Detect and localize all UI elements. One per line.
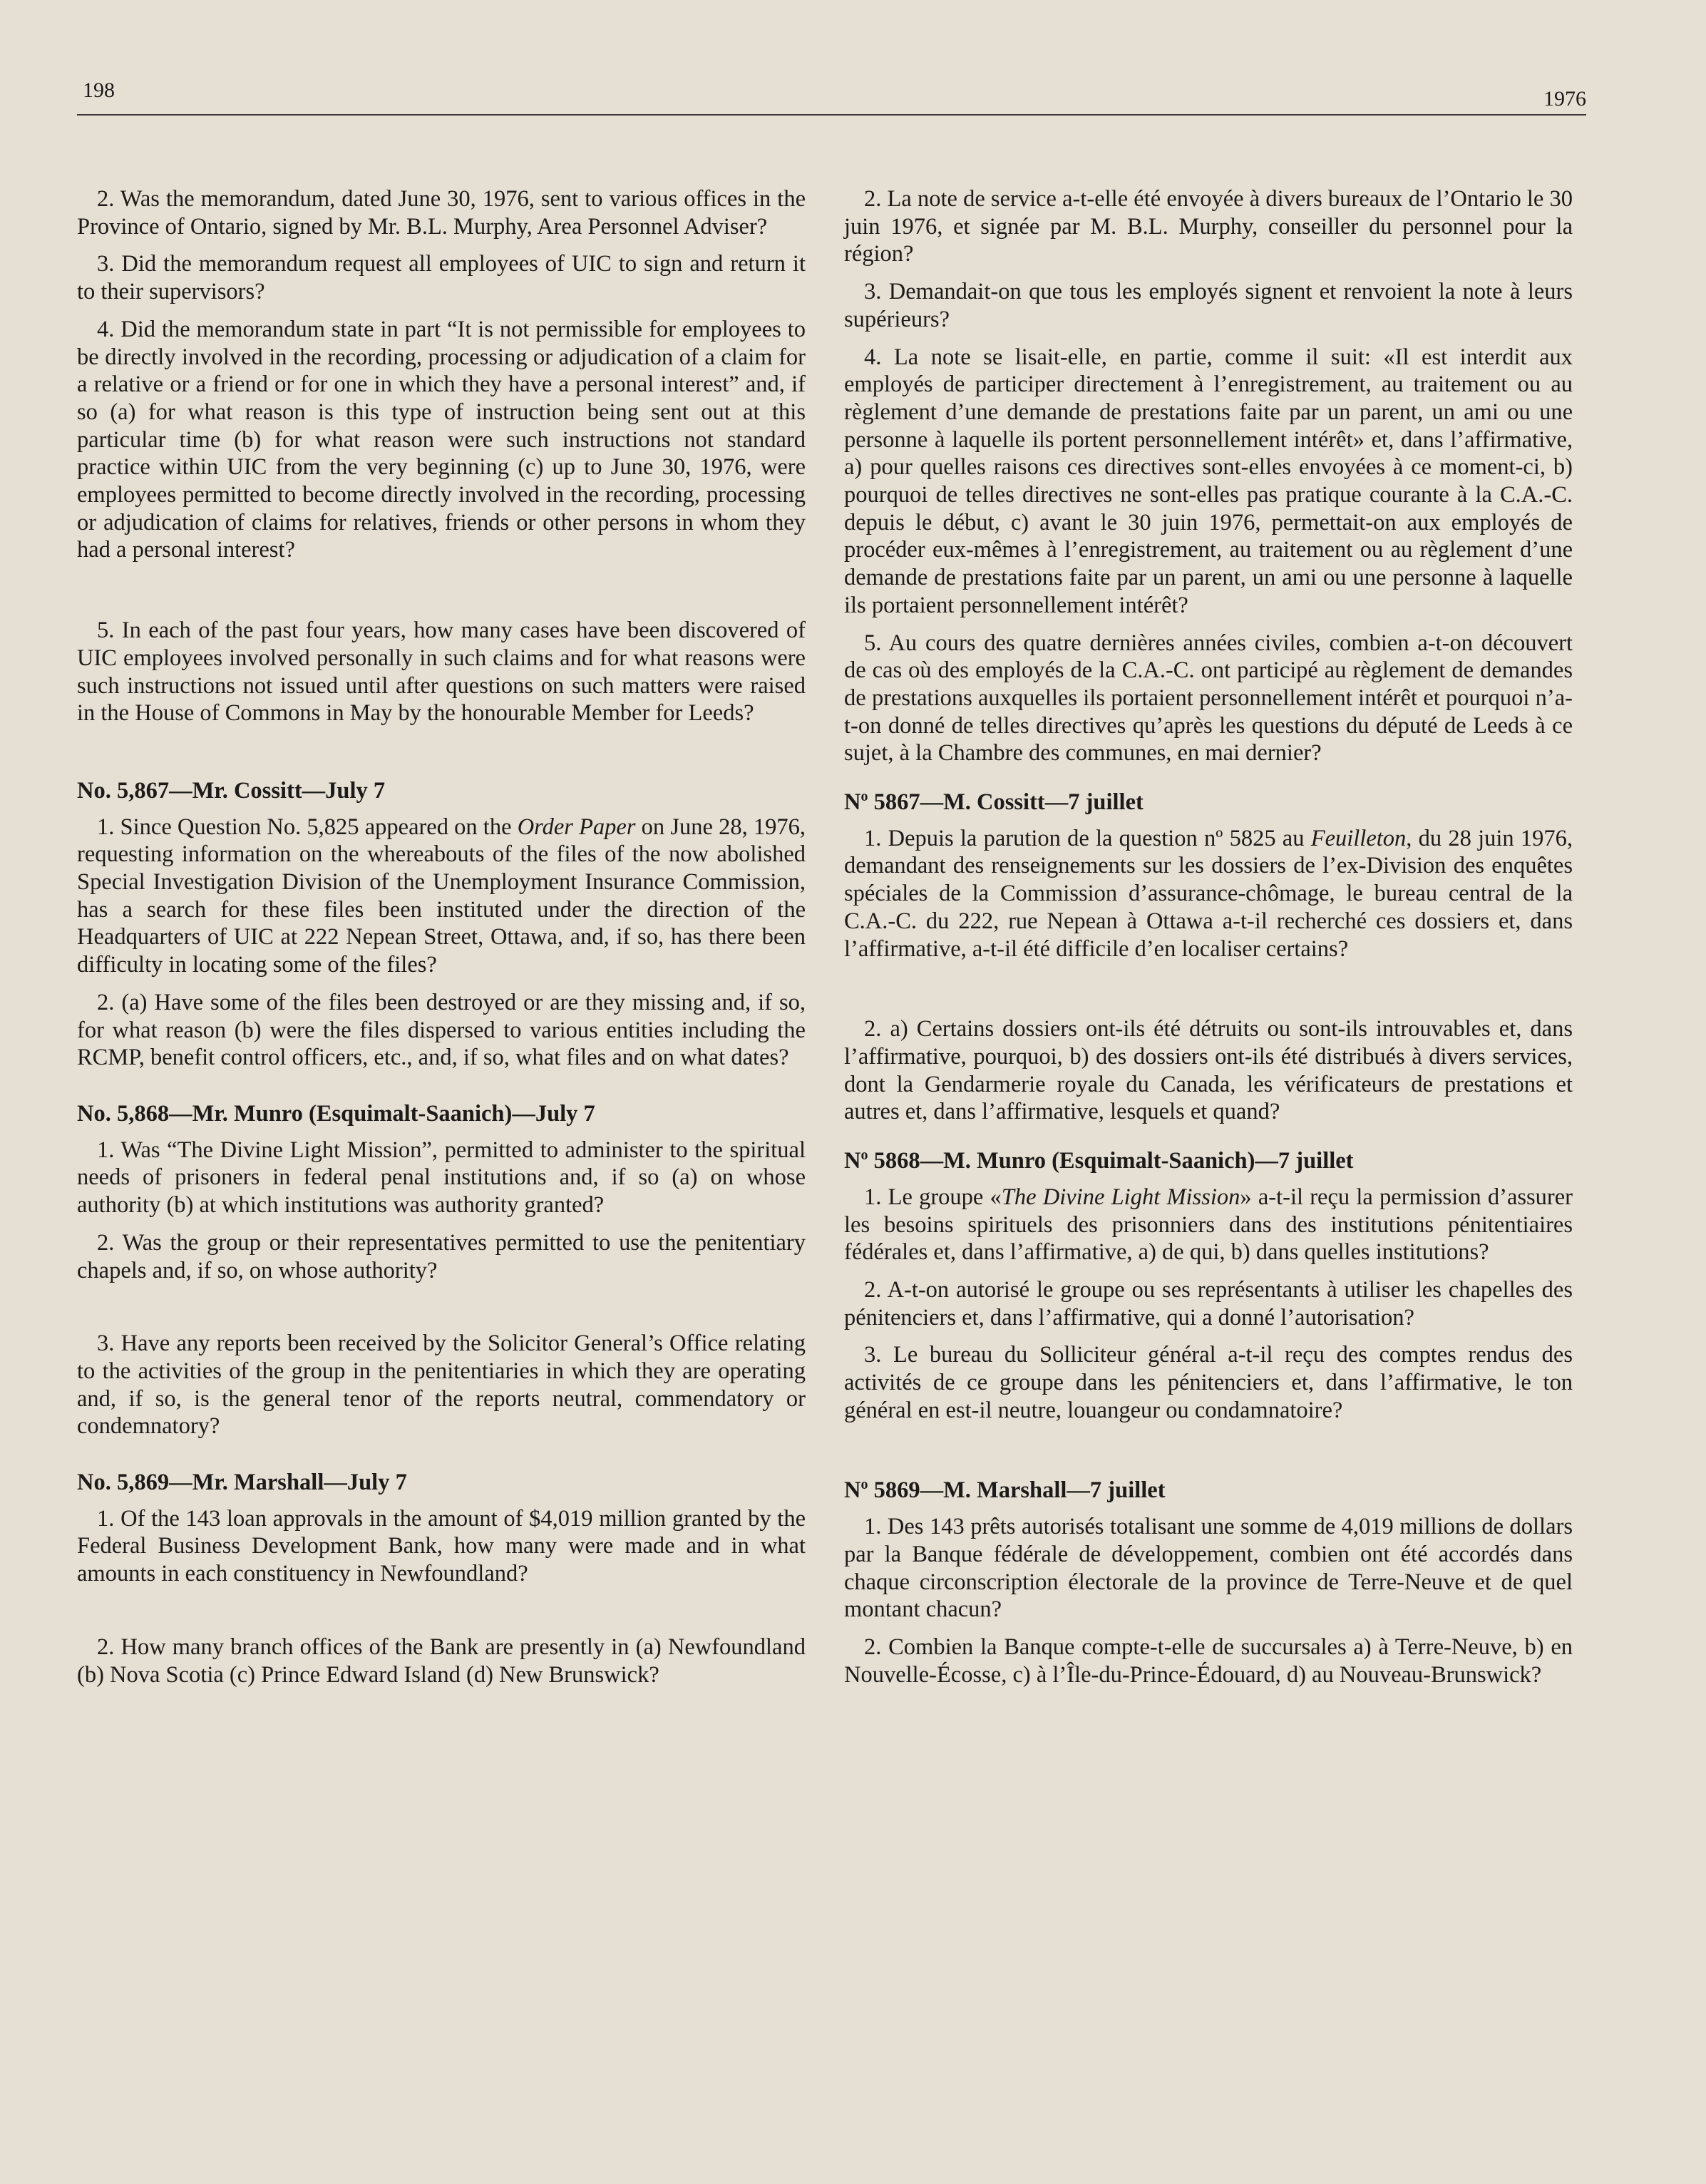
fr-q5868-p1 [844,1184,1573,1266]
french-column [844,178,1573,1688]
fr-q5867-p1-text-b: , du 28 juin 1976, demandant des renseignements sur les dossiers de l’ex-Division des enquêtes spéciales de la Commission d’assurance-chômage, le bureau central de la C.A.-C. du 222, rue Nepean à Ottawa a-t-il recherché ces dossiers et, dans l’affirmative, a-t-il été difficile d’en localiser certains? [844,825,1573,962]
en-q5868-p2: 2. Was the group or their representatives permitted to use the penitentiary chapels and, if so, on whose authority? [77,1229,806,1283]
en-q5868-p3: 3. Have any reports been received by the Solicitor General’s Office relating to the activities of the group in the penitentiaries in which they are operating and, if so, is the general tenor of the reports neutral, commendatory or condemnatory? [77,1331,806,1440]
en-q5868-heading: No. 5,868—Mr. Munro (Esquimalt-Saanich)—July 7 [77,1100,595,1127]
fr-q5867-p1-italic: Feuilleton [1310,825,1407,851]
fr-q5867-p1 [844,825,1573,963]
fr-q5867-p1-text-a: 1. Depuis la parution de la question nº 5825 au [864,825,1311,851]
fr-memo-q2: 2. La note de service a-t-elle été envoyée à divers bureaux de l’Ontario le 30 juin 1976, et signée par M. B.L. Murphy, conseiller du personnel pour la région? [844,186,1573,267]
en-q5867-p1-italic: Order Paper [517,814,636,840]
en-q5867-p1-text-a: 1. Since Question No. 5,825 appeared on the [97,814,518,840]
en-q5869-p2: 2. How many branch offices of the Bank are presently in (a) Newfoundland (b) Nova Scotia (c) Prince Edward Island (d) New Brunswick? [77,1634,806,1688]
fr-q5869-p2: 2. Combien la Banque compte-t-elle de succursales a) à Terre-Neuve, b) en Nouvelle-Écosse, c) à l’Île-du-Prince-Édouard, d) au Nouveau-Brunswick? [844,1634,1573,1688]
fr-memo-q3: 3. Demandait-on que tous les employés signent et renvoient la note à leurs supérieurs? [844,279,1573,332]
header-rule [77,114,1586,116]
fr-q5868-p3: 3. Le bureau du Solliciteur général a-t-il reçu des comptes rendus des activités de ce groupe dans les pénitenciers et, dans l’affirmative, le ton général en est-il neutre, louangeur ou condamnatoire? [844,1342,1573,1423]
en-q5867-p1-text-b: on June 28, 1976, requesting information on the whereabouts of the files of the now abolished Special Investigation Division of the Unemployment Insurance Commission, has a search for these files been instituted under the direction of the Headquarters of UIC at 222 Nepean Street, Ottawa, and, if so, has there been difficulty in locating some of the files? [77,814,806,978]
en-q5867-heading: No. 5,867—Mr. Cossitt—July 7 [77,777,386,804]
fr-q5868-p1-text-b: » a-t-il reçu la permission d’assurer les besoins spirituels des prisonniers dans des institutions pénitentiaires fédérales et, dans l’affirmative, a) de qui, b) dans quelles institutions? [844,1184,1573,1266]
fr-q5867-heading-sup: o [860,789,868,805]
fr-q5868-heading [844,1147,1573,1175]
fr-q5868-p2: 2. A-t-on autorisé le groupe ou ses représentants à utiliser les chapelles des pénitenciers et, dans l’affirmative, qui a donné l’autorisation? [844,1276,1573,1331]
en-q5869-p1: 1. Of the 143 loan approvals in the amount of $4,019 million granted by the Federal Business Development Bank, how many were made and in what amounts in each constituency in Newfoundland? [77,1505,806,1587]
fr-q5867-p2: 2. a) Certains dossiers ont-ils été détruits ou sont-ils introuvables et, dans l’affirmative, pourquoi, b) des dossiers ont-ils été distribués à divers services, dont la Gendarmerie royale du Canada, les vérificateurs de prestations et autres et, dans l’affirmative, lesquels et quand? [844,1016,1573,1125]
en-memo-q4: 4. Did the memorandum state in part “It is not permissible for employees to be directly involved in the recording, processing or adjudication of a claim for a relative or a friend or for one in which they have a personal interest” and, if so (a) for what reason is this type of instruction being sent out at this particular time (b) for what reason were such instructions not standard practice within UIC from the very beginning (c) up to June 30, 1976, were employees permitted to become directly involved in the recording, processing or adjudication of claims for relatives, friends or other persons in whom they had a personal interest? [77,316,806,563]
english-column [77,178,806,1688]
page-number: 198 [83,78,115,102]
fr-memo-q4: 4. La note se lisait-elle, en partie, comme il suit: «Il est interdit aux employés de participer directement à l’enregistrement, au traitement ou au règlement d’une demande de prestations faite par un parent, un ami ou une personne à laquelle ils portent personnellement intérêt» et, dans l’affirmative, a) pour quelles raisons ces directives sont-elles envoyées à ce moment-ci, b) pourquoi de telles directives ne sont-elles pas pratique courante à la C.A.-C. depuis le début, c) avant le 30 juin 1976, permettait-on aux employés de procéder eux-mêmes à l’enregistrement, au traitement ou au règlement d’une demande de prestations faite par un parent, un ami ou une personne à laquelle ils portaient personnellement intérêt? [844,344,1573,618]
fr-q5869-heading-no: N [844,1477,861,1504]
en-memo-q5: 5. In each of the past four years, how many cases have been discovered of UIC employees involved personally in such claims and for what reasons were such instructions not issued until after questions on such matters were raised in the House of Commons in May by the honourable Member for Leeds? [77,617,806,727]
fr-q5867-heading-rest: 5867—M. Cossitt—7 juillet [868,789,1144,816]
fr-q5868-heading-sup: o [860,1147,868,1164]
en-q5868-p1: 1. Was “The Divine Light Mission”, permitted to administer to the spiritual needs of prisoners in federal penal institutions and, if so (a) on whose authority (b) at which institutions was authority granted? [77,1137,806,1219]
fr-q5868-p1-text-a: 1. Le groupe « [864,1184,1002,1210]
fr-q5868-heading-rest: 5868—M. Munro (Esquimalt-Saanich)—7 juillet [868,1148,1354,1174]
en-memo-q2: 2. Was the memorandum, dated June 30, 1976, sent to various offices in the Province of Ontario, signed by Mr. B.L. Murphy, Area Personnel Adviser? [77,186,806,240]
fr-q5868-p1-italic: The Divine Light Mission [1001,1184,1240,1210]
fr-q5868-heading-no: N [844,1148,861,1174]
fr-q5867-heading-no: N [844,789,861,816]
page-year: 1976 [1543,87,1586,111]
fr-q5869-heading-sup: o [860,1477,868,1493]
en-memo-q3: 3. Did the memorandum request all employees of UIC to sign and return it to their supervisors? [77,251,806,305]
en-q5867-p2: 2. (a) Have some of the files been destroyed or are they missing and, if so, for what reason (b) were the files dispersed to various entities including the RCMP, benefit control officers, etc., and, if so, what files and on what dates? [77,989,806,1071]
fr-memo-q5: 5. Au cours des quatre dernières années civiles, combien a-t-on découvert de cas où des employés de la C.A.-C. ont participé au règlement de demandes de prestations auxquelles ils portaient personnellement intérêt et pourquoi n’a-t-on donné de telles directives qu’après les questions du député de Leeds à ce sujet, à la Chambre des communes, en mai dernier? [844,630,1573,767]
fr-q5869-heading [844,1477,1573,1504]
fr-q5869-p1: 1. Des 143 prêts autorisés totalisant une somme de 4,019 millions de dollars par la Banque fédérale de développement, combien ont été accordés dans chaque circonscription électorale de la province de Terre-Neuve et de quel montant chacun? [844,1514,1573,1623]
fr-q5869-heading-rest: 5869—M. Marshall—7 juillet [868,1477,1166,1504]
fr-q5867-heading [844,789,1573,816]
en-q5867-p1 [77,814,806,979]
en-q5869-heading: No. 5,869—Mr. Marshall—July 7 [77,1470,407,1496]
